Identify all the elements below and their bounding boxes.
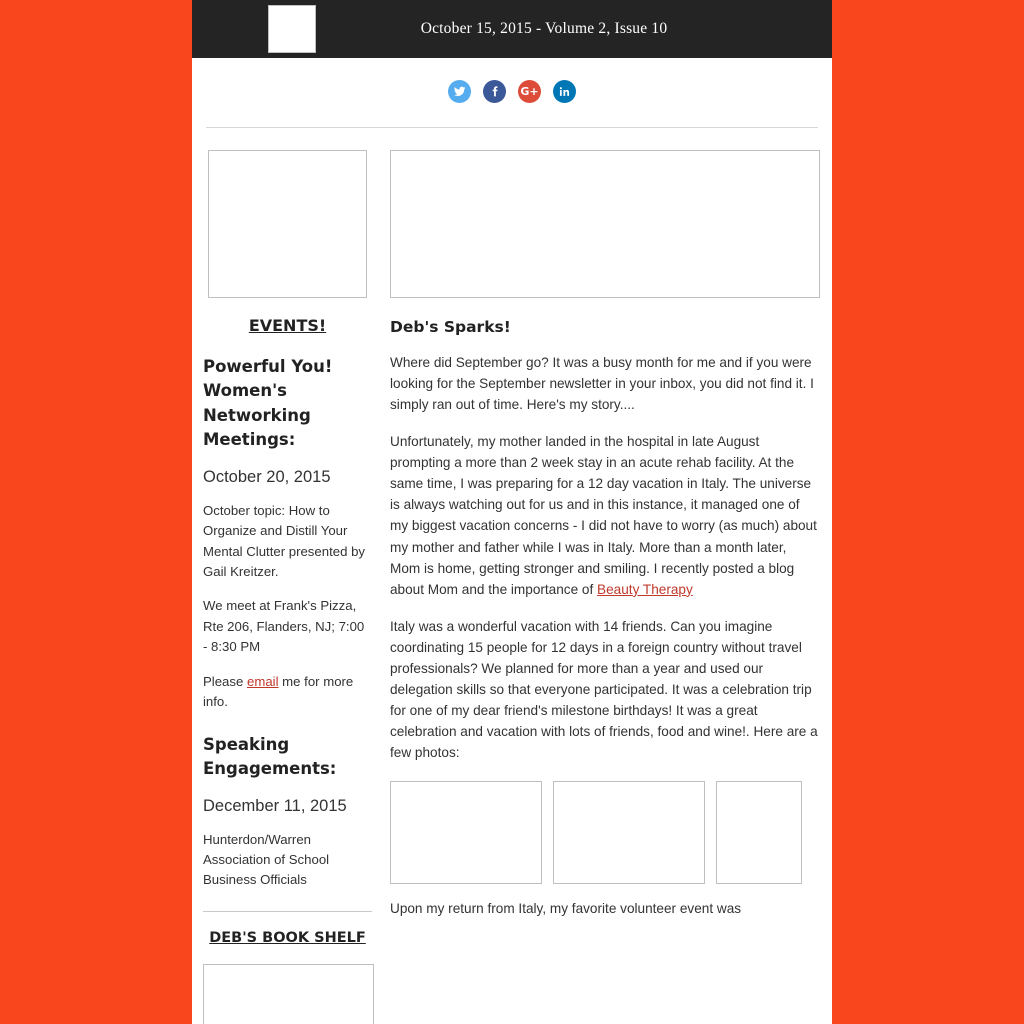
social-links (192, 58, 832, 103)
bookshelf-heading: DEB'S BOOK SHELF (209, 929, 366, 946)
networking-heading: Powerful You! Women's Networking Meetings: (203, 357, 333, 450)
twitter-icon[interactable] (448, 80, 471, 103)
contact-suffix: me for more info. (203, 673, 354, 710)
gallery-image-3 (716, 781, 802, 884)
networking-topic: October topic: How to Organize and Distill Your Mental Clutter presented by Gail Kreitzer. (203, 502, 365, 579)
sidebar-divider (203, 911, 372, 912)
networking-location: We meet at Frank's Pizza, Rte 206, Flanders, NJ; 7:00 - 8:30 PM (203, 598, 365, 655)
section-title: Deb's Sparks! (390, 318, 511, 336)
email-link[interactable]: email (247, 673, 279, 689)
beauty-therapy-link[interactable]: Beauty Therapy (597, 581, 693, 597)
facebook-icon[interactable] (483, 80, 506, 103)
networking-date: October 20, 2015 (203, 467, 331, 486)
hero-image (390, 150, 820, 298)
paragraph-3: Italy was a wonderful vacation with 14 friends. Can you imagine coordinating 15 people for 12 days in a foreign country without travel professionals? We planned for more than a year and used our delegation skills so that everyone participated. It was a celebration trip for one of my dear friend's milestone birthdays! It was a great celebration and vacation with lots of friends, food and wine!. Here are a few photos: (390, 618, 818, 761)
bookshelf-image (203, 964, 374, 1024)
google-plus-icon[interactable]: G+ (518, 80, 541, 103)
contact-prefix: Please (203, 673, 247, 689)
logo-image (268, 5, 316, 53)
speaking-heading: Speaking Engagements: (203, 734, 337, 779)
newsletter-header (192, 0, 832, 58)
paragraph-2 (390, 431, 820, 600)
events-image (208, 150, 367, 298)
gallery-image-2 (553, 781, 705, 884)
speaking-org: Hunterdon/Warren Association of School Business Officials (203, 831, 330, 888)
content-columns (192, 128, 832, 1024)
main-column (382, 150, 832, 1024)
speaking-date: December 11, 2015 (203, 796, 347, 815)
paragraph-4: Upon my return from Italy, my favorite volunteer event was (390, 901, 742, 917)
gallery-image-1 (390, 781, 542, 884)
newsletter-container (192, 0, 832, 1024)
events-heading: EVENTS! (248, 316, 327, 335)
linkedin-icon[interactable] (553, 80, 576, 103)
issue-title: October 15, 2015 - Volume 2, Issue 10 (420, 20, 668, 37)
paragraph-1: Where did September go? It was a busy month for me and if you were looking for the September newsletter in your inbox, you did not find it. I simply ran out of time. Here's my story.... (390, 355, 814, 413)
paragraph-2-text: Unfortunately, my mother landed in the hospital in late August prompting a more than 2 week stay in an acute rehab facility. At the same time, I was preparing for a 12 day vacation in Italy. The universe is always watching out for us and in this instance, it managed one of my biggest vacation concerns - I did not have to worry (as much) about my mother and father while I was in Italy. More than a month later, Mom is home, getting stronger and smiling. I recently posted a blog about Mom and the importance of (390, 434, 817, 597)
contact-line (203, 672, 372, 713)
photo-gallery (390, 781, 820, 884)
sidebar-column (192, 150, 382, 1024)
